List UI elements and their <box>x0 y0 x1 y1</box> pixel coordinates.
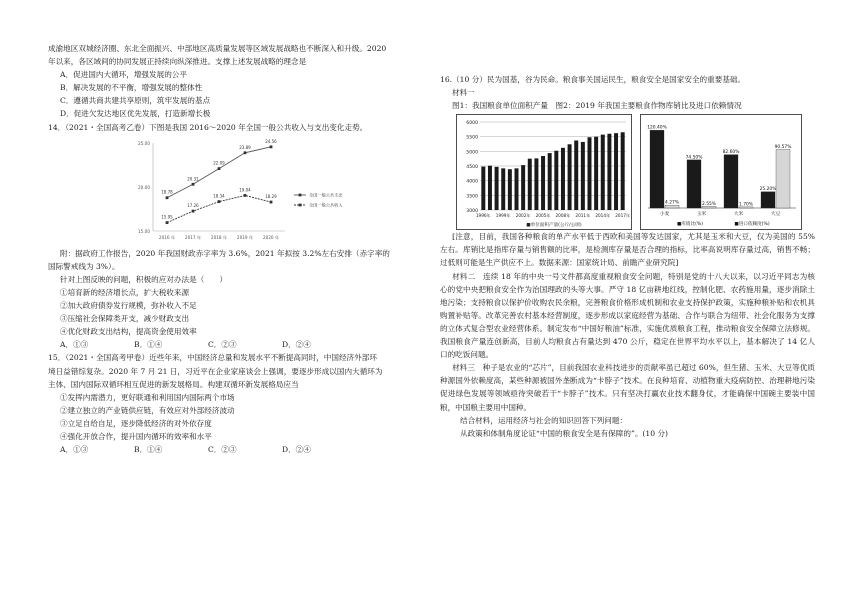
q15-item-1: ①发挥内需潜力，更好联通和利用国内国际两个市场 <box>60 392 235 402</box>
y-tick-label: 25.00 <box>138 140 150 146</box>
x-tick-label: 2002年 <box>515 213 531 219</box>
yield-bar <box>508 170 512 211</box>
x-tick-label: 2011年 <box>575 213 591 219</box>
q14-item-1: ①培育新的经济增长点，扩大税收来源 <box>60 287 190 297</box>
y-tick-label: 3500 <box>466 194 478 200</box>
data-label: 20.31 <box>187 175 199 181</box>
x-tick-label: 2005年 <box>535 213 551 219</box>
data-label: 18.34 <box>213 193 225 199</box>
q15-line-3: 主体、国内国际双循环相互促进的新发展格局。构建双循环新发展格局应当 <box>48 379 299 389</box>
y-tick-label: 6000 <box>466 121 478 127</box>
y-tick-label: 5000 <box>466 150 478 156</box>
data-label: 24.56 <box>265 138 277 144</box>
data-point <box>244 194 247 197</box>
q14-item-3: ③压缩社会保障类开支，减少财政支出 <box>60 314 190 324</box>
legend-marker <box>299 193 302 196</box>
x-tick-label: 2019 年 <box>236 234 254 240</box>
yield-bar <box>594 137 598 210</box>
category-label: 大豆 <box>770 212 781 218</box>
y-tick-label: 4000 <box>466 179 478 185</box>
data-point <box>218 200 221 203</box>
data-label: 4.27% <box>665 201 679 207</box>
q14-item-2: ②加大政府债券发行规模，弥补收入不足 <box>60 301 197 311</box>
data-label: 15.95 <box>161 214 173 220</box>
yield-bar <box>574 141 578 211</box>
q15-choice-a: A．①③ <box>60 445 89 455</box>
yield-bar <box>607 134 611 210</box>
q15-choice-b: B．①④ <box>134 445 163 455</box>
data-point <box>166 221 169 224</box>
q14-note-line-2: 国际警戒线为 3%）。 <box>48 261 120 271</box>
x-tick-label: 1999年 <box>495 213 511 219</box>
q14-note-line-1: 附：据政府工作报告，2020 年我国财政赤字率为 3.6%，2021 年拟按 3.2%左右安排（赤字率的 <box>60 248 390 258</box>
bar-import-dependence <box>776 150 790 209</box>
yield-bar <box>554 151 558 210</box>
q13-option-c: C．遵循共商共建共享原则，筑牢发展的基点 <box>60 96 211 106</box>
yield-bar <box>541 156 545 210</box>
legend-label: 全国一般公共支出 <box>309 192 343 198</box>
q15-item-3: ③立足自给自足，逐步降低经济的对外依存度 <box>60 418 212 428</box>
x-tick-label: 2008年 <box>555 213 571 219</box>
q14-choice-c: C．②③ <box>208 340 237 350</box>
revenue-expenditure-chart <box>48 137 431 245</box>
series-line-2 <box>167 195 271 222</box>
data-label: 2.55% <box>702 202 716 208</box>
data-label: 90.57% <box>774 145 792 151</box>
q13-intro-line-1: 成渝地区双城经济圈、东北全面振兴、中部地区高质量发展等区域发展战略也不断深入和升级。2020 <box>48 44 387 53</box>
data-label: 19.04 <box>239 187 251 193</box>
bar-stock-sales <box>724 155 738 208</box>
data-label: 1.70% <box>739 202 753 208</box>
data-point <box>270 200 273 203</box>
data-label: 18.78 <box>161 189 173 195</box>
q15-choice-d: D．②④ <box>282 445 311 455</box>
data-point <box>244 151 247 154</box>
data-label: 17.26 <box>187 202 199 208</box>
category-label: 玉米 <box>696 212 707 218</box>
yield-bar <box>501 169 505 211</box>
x-tick-label: 1996年 <box>475 213 491 219</box>
task-question: 从政策和体制角度论证“中国的粮食安全是有保障的”。(10 分) <box>460 428 669 438</box>
q14-item-4: ④优化财政支出结构，提高资金使用效率 <box>60 327 197 337</box>
yield-bar <box>568 145 572 211</box>
data-point <box>192 183 195 186</box>
bar-stock-sales <box>687 160 701 208</box>
q14-choice-b: B．①④ <box>134 340 163 350</box>
q15-item-2: ②建立独立的产业链供应链，有效应对外部经济波动 <box>60 405 235 415</box>
q15-line-2: 境日益错综复杂。2020 年 7 月 21 日，习近平在企业家座谈会上强调，要逐步形成以国内大循环为 <box>48 366 383 376</box>
yield-bar <box>581 142 585 210</box>
yield-bar <box>515 169 519 211</box>
material-3: 材料三 种子是农业的“芯片”，目前我国农业科技进步的贡献率虽已超过 60%，但生猪、玉米、大豆等优质种源国外依赖度高，某些种源被国外垄断成为“卡脖子”技术。在良种培育、动植物重大疫病防控、治理耕地污染促进绿色发展等领域亟待突破若干“卡脖子”技术。只有坚决打赢农业技术翻身仗，才能确保中国碗主要装中国粮，中国粮主要用中国种。 <box>440 363 815 412</box>
yield-bar <box>588 138 592 211</box>
material-2: 材料二 连续 18 年的中央一号文件都高度重视粮食安全问题，特别是党的十八大以来，以习近平同志为核心的党中央把粮食安全作为治国理政的头等大事。严守 18 亿亩耕地红线，控制化肥、农药施用量，逐步消除土地污染；支持粮食以保护价收购农民余粮，完善粮食价格形成机制和农业支持保护政策，实施种粮补贴和农机具购置补贴等。改革完善农村基本经营制度，逐步形成以家庭经营为基础、合作与联合为纽带、社会化服务为支撑的立体式复合型农业经营体系。制定发布“中国好粮油”标准，实施优质粮食工程，推动粮食安全保障立法修规。我国粮食产量连创新高，目前人均粮食占有量达到 470 公斤，稳定在世界平均水平以上，基本解决了 14 亿人口的吃饭问题。 <box>440 271 815 360</box>
x-tick-label: 2018 年 <box>210 234 228 240</box>
data-label: 25.20% <box>759 187 777 193</box>
material-1-label: 材料一 <box>452 88 475 98</box>
x-tick-label: 2017 年 <box>184 234 202 240</box>
legend-label: ■进口依赖度(%) <box>734 222 770 228</box>
x-tick-label: 2020 年 <box>262 234 280 240</box>
bar-stock-sales <box>761 192 775 208</box>
x-tick-label: 2016 年 <box>158 234 176 240</box>
yield-bar <box>534 159 538 211</box>
q15-choice-c: C．②③ <box>208 445 237 455</box>
q13-option-b: B．解决发展的不平衡，增强发展的整体性 <box>60 83 203 93</box>
q13-option-d: D．促进欠发达地区优先发展，打造新增长极 <box>60 109 211 119</box>
grain-yield-chart <box>456 114 632 230</box>
right-column <box>440 73 815 440</box>
y-tick-label: 3000 <box>466 209 478 215</box>
data-point <box>166 196 169 199</box>
y-tick-label: 5500 <box>466 135 478 141</box>
figures-row <box>440 114 815 230</box>
x-tick-label: 2017年 <box>615 213 631 219</box>
data-point <box>192 209 195 212</box>
yield-bar <box>521 165 525 210</box>
y-tick-label: 4500 <box>466 165 478 171</box>
data-label: 23.89 <box>239 144 251 150</box>
line-chart-svg <box>48 137 431 245</box>
q14-choice-d: D．②④ <box>282 340 311 350</box>
q14-choice-a: A．①③ <box>60 340 89 350</box>
data-label: 82.60% <box>722 150 740 156</box>
legend-label: ■库销比(%) <box>676 222 704 228</box>
legend-marker <box>299 203 302 206</box>
q14-choices <box>48 338 431 351</box>
yield-bar <box>601 135 605 210</box>
q13-option-a: A．促进国内大循环，增强发展的公平 <box>60 70 187 80</box>
q15-item-4: ④强化开放合作，提升国内循环的效率和水平 <box>60 431 212 441</box>
yield-bar <box>548 153 552 210</box>
q15-choices <box>48 443 431 456</box>
bar-stock-sales <box>650 130 664 208</box>
legend-label: 全国一般公共收入 <box>309 202 343 208</box>
q14-question: 针对上图反映的问题，积极的应对办法是（ ） <box>60 274 228 284</box>
data-point <box>270 145 273 148</box>
series-line-1 <box>167 147 271 198</box>
q15-line-1: 15．（2021・全国高考甲卷）近些年来，中国经济总量和发展水平不断提高同时，中国经济外部环 <box>48 353 377 363</box>
stock-import-chart <box>640 114 802 230</box>
x-tick-label: 2014年 <box>595 213 611 219</box>
category-label: 小麦 <box>659 212 670 218</box>
data-label: 22.09 <box>213 160 225 166</box>
y-tick-label: 15.00 <box>138 228 150 234</box>
figure-caption: 图1：我国粮食单位面积产量 图2：2019 年我国主要粮食作物库销比及进口依赖情况 <box>452 101 742 111</box>
q14-stem: 14．（2021・全国高考乙卷）下图是我国 2016～2020 年全国一般公共收入与支出变化走势。 <box>48 122 368 132</box>
yield-bar <box>481 167 485 210</box>
y-tick-label: 20.00 <box>138 184 150 190</box>
q13-intro-line-2: 年以来，各区域间的协同发展正持续向纵深推进。支撑上述发展战略的理念是 <box>48 57 307 67</box>
yield-bar <box>488 166 492 210</box>
yield-bar <box>621 133 625 211</box>
data-label: 74.50% <box>685 155 703 161</box>
yield-bar <box>495 167 499 210</box>
material-1-note: [注意，目前，我国各种粮食的单产水平低于西欧和美国等发达国家，尤其是玉米和大豆，仅为美国的 55%左右。库销比是指库存量与销售额的比率，是检测库存量是否合理的指标，比率高说明库存量过高，销售不畅；过低则可能是生产供应不上。数据来源：国家统计局、前瞻产业研究院] <box>440 232 815 268</box>
yield-bar <box>614 133 618 210</box>
data-point <box>218 167 221 170</box>
yield-bar <box>561 148 565 210</box>
left-column <box>48 42 431 456</box>
task-instruction: 结合材料，运用经济与社会的知识回答下列问题： <box>460 415 628 425</box>
data-label: 18.29 <box>265 193 277 199</box>
category-label: 大米 <box>733 212 744 218</box>
fig1-legend: ■单位面积产量(公斤/公顷) <box>526 223 582 229</box>
yield-bar <box>528 159 532 210</box>
q16-stem: 16.（10 分）民为国基，谷为民命。粮食事关国运民生，粮食安全是国家安全的重要基础。 <box>440 75 746 84</box>
data-label: 120.40% <box>647 125 667 131</box>
